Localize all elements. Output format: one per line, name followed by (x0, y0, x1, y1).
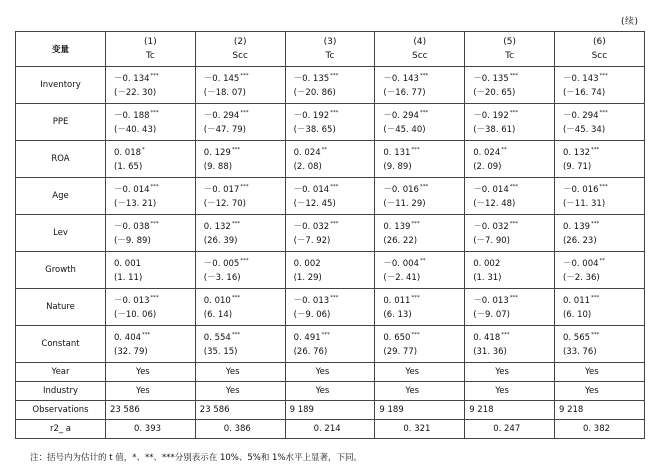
coefficient-value: 0. 002 (293, 258, 321, 269)
coefficient-line (473, 254, 554, 272)
value-cell: 9 218 (465, 401, 555, 420)
coefficient-cell (285, 178, 375, 215)
coefficient-line (114, 291, 195, 309)
significance-stars: *** (150, 294, 159, 301)
coefficient-line (563, 106, 644, 124)
coefficient-value: 0. 139 (562, 221, 591, 232)
variable-label: Age (16, 178, 106, 215)
coefficient-cell (554, 178, 644, 215)
t-statistic: (1. 65) (114, 162, 143, 173)
coefficient-line (294, 69, 375, 87)
coefficient-line (204, 328, 285, 346)
coefficient-value: －0. 134 (114, 73, 150, 84)
t-statistic: (9. 89) (383, 162, 412, 173)
column-header: (3) Tc (285, 32, 375, 67)
variable-row (16, 326, 645, 363)
column-header: (1) Tc (106, 32, 196, 67)
variable-row (16, 67, 645, 104)
coefficient-line (204, 291, 285, 309)
t-statistic: (－2. 36) (562, 273, 600, 284)
t-statistic: (－45. 40) (383, 125, 426, 136)
significance-stars: *** (240, 257, 249, 264)
significance-stars: *** (150, 72, 159, 79)
significance-stars: *** (231, 220, 241, 227)
coefficient-cell (106, 141, 196, 178)
header-row (16, 32, 645, 67)
coefficient-line (473, 106, 554, 124)
significance-stars: *** (330, 183, 339, 190)
significance-stars: * (142, 146, 145, 153)
coefficient-line (383, 69, 464, 87)
significance-stars: *** (509, 183, 518, 190)
variable-row (16, 289, 645, 326)
coefficient-line (114, 106, 195, 124)
coefficient-line (294, 106, 375, 124)
coefficient-cell (554, 252, 644, 289)
coefficient-cell (285, 141, 375, 178)
t-statistic: (－12. 70) (203, 199, 246, 210)
row-label: Industry (16, 382, 106, 401)
coefficient-value: －0. 014 (114, 184, 150, 195)
significance-stars: *** (321, 331, 330, 338)
column-header: (5) Tc (465, 32, 555, 67)
coefficient-line (204, 254, 285, 272)
t-statistic: (－45. 34) (562, 125, 606, 136)
coefficient-line (114, 69, 195, 87)
significance-stars: *** (419, 183, 429, 190)
coefficient-cell (465, 289, 555, 326)
coefficient-line (563, 180, 644, 198)
coefficient-value: 0. 011 (383, 295, 411, 306)
observations-row (16, 401, 645, 420)
coefficient-cell (285, 67, 375, 104)
value-cell: 23 586 (106, 401, 196, 420)
value-cell: Yes (195, 382, 285, 401)
coefficient-value: －0. 192 (473, 110, 509, 121)
variable-label: PPE (16, 104, 106, 141)
t-statistic: (－40. 43) (114, 125, 157, 136)
coefficient-cell (195, 289, 285, 326)
industry-row (16, 382, 645, 401)
coefficient-line (383, 106, 464, 124)
coefficient-value: －0. 013 (114, 295, 150, 306)
coefficient-value: 0. 650 (383, 332, 411, 343)
t-statistic: (6. 10) (562, 310, 592, 321)
coefficient-value: －0. 005 (203, 258, 240, 269)
t-statistic: (32. 79) (114, 347, 148, 358)
coefficient-value: 0. 491 (293, 332, 321, 343)
coefficient-cell (106, 67, 196, 104)
coefficient-line (473, 180, 554, 198)
significance-stars: *** (330, 72, 339, 79)
coefficient-line (294, 328, 375, 346)
variable-label: Inventory (16, 67, 106, 104)
coefficient-line (383, 291, 464, 309)
value-cell: Yes (285, 382, 375, 401)
coefficient-line (114, 180, 195, 198)
significance-stars: *** (509, 109, 518, 116)
value-cell: 0. 386 (195, 420, 285, 439)
coefficient-cell (195, 215, 285, 252)
coefficient-value: －0. 135 (473, 73, 509, 84)
significance-stars: *** (501, 331, 510, 338)
coefficient-line (383, 328, 464, 346)
value-cell: 0. 382 (554, 420, 644, 439)
coefficient-cell (285, 289, 375, 326)
significance-stars: *** (591, 220, 600, 227)
coefficient-cell (554, 67, 644, 104)
t-statistic: (－7. 90) (473, 236, 510, 247)
coefficient-cell (465, 178, 555, 215)
significance-stars: *** (599, 109, 608, 116)
significance-stars: *** (231, 294, 241, 301)
t-statistic: (－2. 41) (383, 273, 421, 284)
t-statistic: (－9. 89) (114, 236, 151, 247)
significance-stars: ** (501, 146, 507, 153)
t-statistic: (－38. 65) (293, 125, 336, 136)
coefficient-cell (285, 215, 375, 252)
coefficient-cell (106, 104, 196, 141)
coefficient-value: －0. 013 (473, 295, 509, 306)
coefficient-cell (195, 252, 285, 289)
value-cell: Yes (106, 382, 196, 401)
coefficient-value: 0. 139 (383, 221, 411, 232)
coefficient-value: －0. 016 (383, 184, 419, 195)
coefficient-line (294, 180, 375, 198)
significance-stars: *** (150, 109, 159, 116)
coefficient-cell (465, 141, 555, 178)
significance-stars: *** (240, 183, 249, 190)
coefficient-line (473, 328, 554, 346)
coefficient-value: －0. 143 (383, 73, 419, 84)
t-statistic: (－22. 30) (114, 88, 157, 99)
value-cell: Yes (554, 363, 644, 382)
significance-stars: *** (419, 72, 429, 79)
coefficient-line (114, 143, 195, 161)
coefficient-cell (106, 252, 196, 289)
coefficient-value: －0. 016 (562, 184, 599, 195)
column-header: (2) Scc (195, 32, 285, 67)
coefficient-value: －0. 143 (562, 73, 599, 84)
significance-stars: *** (591, 146, 600, 153)
significance-stars: *** (411, 146, 420, 153)
coefficient-cell (106, 215, 196, 252)
coefficient-value: 0. 001 (114, 258, 142, 269)
variable-row (16, 178, 645, 215)
t-statistic: (26. 23) (562, 236, 597, 247)
coefficient-cell (375, 67, 465, 104)
coefficient-value: －0. 294 (203, 110, 240, 121)
t-statistic: (6. 13) (383, 310, 412, 321)
t-statistic: (－47. 79) (203, 125, 246, 136)
coefficient-value: 0. 129 (203, 147, 231, 158)
variable-row (16, 215, 645, 252)
significance-stars: *** (150, 183, 159, 190)
value-cell: Yes (554, 382, 644, 401)
coefficient-cell (375, 252, 465, 289)
value-cell: Yes (195, 363, 285, 382)
variable-row (16, 141, 645, 178)
coefficient-line (294, 217, 375, 235)
value-cell: Yes (465, 363, 555, 382)
t-statistic: (26. 39) (203, 236, 238, 247)
coefficient-value: 0. 418 (473, 332, 501, 343)
significance-stars: *** (330, 109, 339, 116)
t-statistic: (－13. 21) (114, 199, 157, 210)
coefficient-value: 0. 132 (562, 147, 591, 158)
coefficient-line (204, 106, 285, 124)
t-statistic: (29. 77) (383, 347, 418, 358)
value-cell: 9 189 (285, 401, 375, 420)
value-cell: 0. 321 (375, 420, 465, 439)
significance-stars: *** (231, 331, 241, 338)
coefficient-value: 0. 554 (203, 332, 231, 343)
significance-stars: *** (411, 331, 420, 338)
coefficient-cell (195, 67, 285, 104)
coefficient-line (204, 217, 285, 235)
t-statistic: (2. 09) (473, 162, 502, 173)
t-statistic: (9. 71) (562, 162, 592, 173)
coefficient-line (563, 69, 644, 87)
variable-label: Growth (16, 252, 106, 289)
significance-stars: *** (411, 294, 420, 301)
coefficient-value: －0. 013 (293, 295, 330, 306)
t-statistic: (1. 11) (114, 273, 143, 284)
coefficient-cell (554, 104, 644, 141)
variable-label: Lev (16, 215, 106, 252)
coefficient-line (383, 180, 464, 198)
value-cell: 0. 393 (106, 420, 196, 439)
t-statistic: (－12. 48) (473, 199, 516, 210)
t-statistic: (6. 14) (203, 310, 233, 321)
t-statistic: (－20. 86) (293, 88, 336, 99)
significance-stars: *** (411, 220, 420, 227)
coefficient-line (204, 69, 285, 87)
coefficient-value: －0. 192 (293, 110, 330, 121)
coefficient-line (294, 291, 375, 309)
coefficient-line (114, 328, 195, 346)
t-statistic: (－16. 74) (562, 88, 606, 99)
significance-stars: *** (599, 72, 608, 79)
coefficient-line (563, 143, 644, 161)
variable-label: Nature (16, 289, 106, 326)
value-cell: 0. 247 (465, 420, 555, 439)
t-statistic: (－18. 07) (203, 88, 246, 99)
coefficient-line (563, 254, 644, 272)
t-statistic: (－7. 92) (293, 236, 331, 247)
t-statistic: (－9. 07) (473, 310, 510, 321)
coefficient-cell (195, 141, 285, 178)
significance-stars: *** (150, 220, 159, 227)
significance-stars: *** (240, 72, 249, 79)
variable-header: 变量 (16, 32, 106, 67)
coefficient-cell (465, 215, 555, 252)
coefficient-cell (465, 67, 555, 104)
coefficient-value: －0. 294 (383, 110, 419, 121)
significance-stars: ** (599, 257, 606, 264)
coefficient-cell (375, 104, 465, 141)
coefficient-cell (285, 104, 375, 141)
coefficient-cell (285, 252, 375, 289)
t-statistic: (－10. 06) (114, 310, 157, 321)
t-statistic: (31. 36) (473, 347, 507, 358)
column-header: (6) Scc (554, 32, 644, 67)
significance-stars: *** (231, 146, 241, 153)
t-statistic: (26. 76) (293, 347, 328, 358)
significance-stars: *** (330, 294, 339, 301)
table-note: 注：括号内为估计的 t 值，*、**、***分别表示在 10%、5%和 1%水平上显著，下同。 (30, 453, 363, 463)
t-statistic: (35. 15) (203, 347, 238, 358)
significance-stars: ** (321, 146, 328, 153)
coefficient-value: 0. 131 (383, 147, 411, 158)
coefficient-line (294, 254, 375, 272)
coefficient-line (473, 291, 554, 309)
coefficient-value: －0. 188 (114, 110, 150, 121)
coefficient-cell (554, 141, 644, 178)
coefficient-value: 0. 018 (114, 147, 142, 158)
coefficient-value: －0. 004 (562, 258, 599, 269)
variable-row (16, 104, 645, 141)
significance-stars: ** (419, 257, 426, 264)
coefficient-cell (195, 104, 285, 141)
significance-stars: *** (142, 331, 151, 338)
coefficient-line (473, 143, 554, 161)
coefficient-cell (375, 326, 465, 363)
coefficient-cell (375, 141, 465, 178)
t-statistic: (－11. 29) (383, 199, 426, 210)
coefficient-value: －0. 032 (293, 221, 330, 232)
significance-stars: *** (240, 109, 249, 116)
t-statistic: (－9. 06) (293, 310, 331, 321)
value-cell: Yes (465, 382, 555, 401)
row-label: r2_ a (16, 420, 106, 439)
row-label: Observations (16, 401, 106, 420)
coefficient-cell (465, 252, 555, 289)
variable-label: ROA (16, 141, 106, 178)
significance-stars: *** (509, 294, 518, 301)
t-statistic: (1. 31) (473, 273, 502, 284)
row-label: Year (16, 363, 106, 382)
t-statistic: (－11. 31) (562, 199, 606, 210)
value-cell: 23 586 (195, 401, 285, 420)
regression-table (15, 31, 645, 439)
t-statistic: (1. 29) (293, 273, 322, 284)
coefficient-line (563, 217, 644, 235)
t-statistic: (－38. 61) (473, 125, 516, 136)
coefficient-cell (465, 104, 555, 141)
value-cell: Yes (106, 363, 196, 382)
coefficient-cell (106, 178, 196, 215)
coefficient-value: －0. 294 (562, 110, 599, 121)
value-cell: 9 218 (554, 401, 644, 420)
t-statistic: (－20. 65) (473, 88, 516, 99)
coefficient-line (383, 254, 464, 272)
coefficient-line (383, 217, 464, 235)
coefficient-cell (106, 289, 196, 326)
coefficient-line (204, 180, 285, 198)
coefficient-cell (195, 326, 285, 363)
coefficient-value: －0. 014 (473, 184, 509, 195)
t-statistic: (－12. 45) (293, 199, 336, 210)
coefficient-value: 0. 024 (293, 147, 321, 158)
value-cell: Yes (285, 363, 375, 382)
coefficient-line (114, 254, 195, 272)
coefficient-value: 0. 132 (203, 221, 231, 232)
coefficient-value: －0. 145 (203, 73, 240, 84)
coefficient-cell (375, 215, 465, 252)
adjusted-r2-row (16, 420, 645, 439)
coefficient-cell (554, 215, 644, 252)
t-statistic: (－3. 16) (203, 273, 241, 284)
coefficient-cell (554, 289, 644, 326)
coefficient-cell (285, 326, 375, 363)
coefficient-cell (375, 289, 465, 326)
value-cell: Yes (375, 382, 465, 401)
continued-label: (续) (621, 17, 639, 27)
coefficient-line (383, 143, 464, 161)
coefficient-value: 0. 002 (473, 258, 501, 269)
column-header: (4) Scc (375, 32, 465, 67)
coefficient-line (473, 69, 554, 87)
coefficient-line (204, 143, 285, 161)
coefficient-cell (465, 326, 555, 363)
significance-stars: *** (591, 294, 600, 301)
coefficient-value: 0. 010 (203, 295, 231, 306)
variable-row (16, 252, 645, 289)
coefficient-value: 0. 404 (114, 332, 142, 343)
t-statistic: (－16. 77) (383, 88, 426, 99)
coefficient-line (294, 143, 375, 161)
coefficient-value: －0. 014 (293, 184, 330, 195)
coefficient-value: －0. 038 (114, 221, 150, 232)
coefficient-value: 0. 565 (562, 332, 591, 343)
coefficient-value: －0. 004 (383, 258, 419, 269)
value-cell: Yes (375, 363, 465, 382)
value-cell: 9 189 (375, 401, 465, 420)
coefficient-value: －0. 017 (203, 184, 240, 195)
coefficient-cell (554, 326, 644, 363)
significance-stars: *** (509, 220, 518, 227)
t-statistic: (2. 08) (293, 162, 322, 173)
value-cell: 0. 214 (285, 420, 375, 439)
coefficient-value: 0. 011 (562, 295, 591, 306)
t-statistic: (26. 22) (383, 236, 418, 247)
coefficient-value: －0. 135 (293, 73, 330, 84)
t-statistic: (33. 76) (562, 347, 597, 358)
coefficient-cell (375, 178, 465, 215)
significance-stars: *** (419, 109, 429, 116)
variable-label: Constant (16, 326, 106, 363)
coefficient-value: －0. 032 (473, 221, 509, 232)
coefficient-cell (106, 326, 196, 363)
significance-stars: *** (591, 331, 600, 338)
t-statistic: (9. 88) (203, 162, 233, 173)
significance-stars: *** (330, 220, 339, 227)
year-row (16, 363, 645, 382)
significance-stars: *** (509, 72, 518, 79)
coefficient-line (473, 217, 554, 235)
coefficient-value: 0. 024 (473, 147, 501, 158)
coefficient-line (114, 217, 195, 235)
coefficient-cell (195, 178, 285, 215)
coefficient-line (563, 291, 644, 309)
significance-stars: *** (599, 183, 608, 190)
coefficient-line (563, 328, 644, 346)
